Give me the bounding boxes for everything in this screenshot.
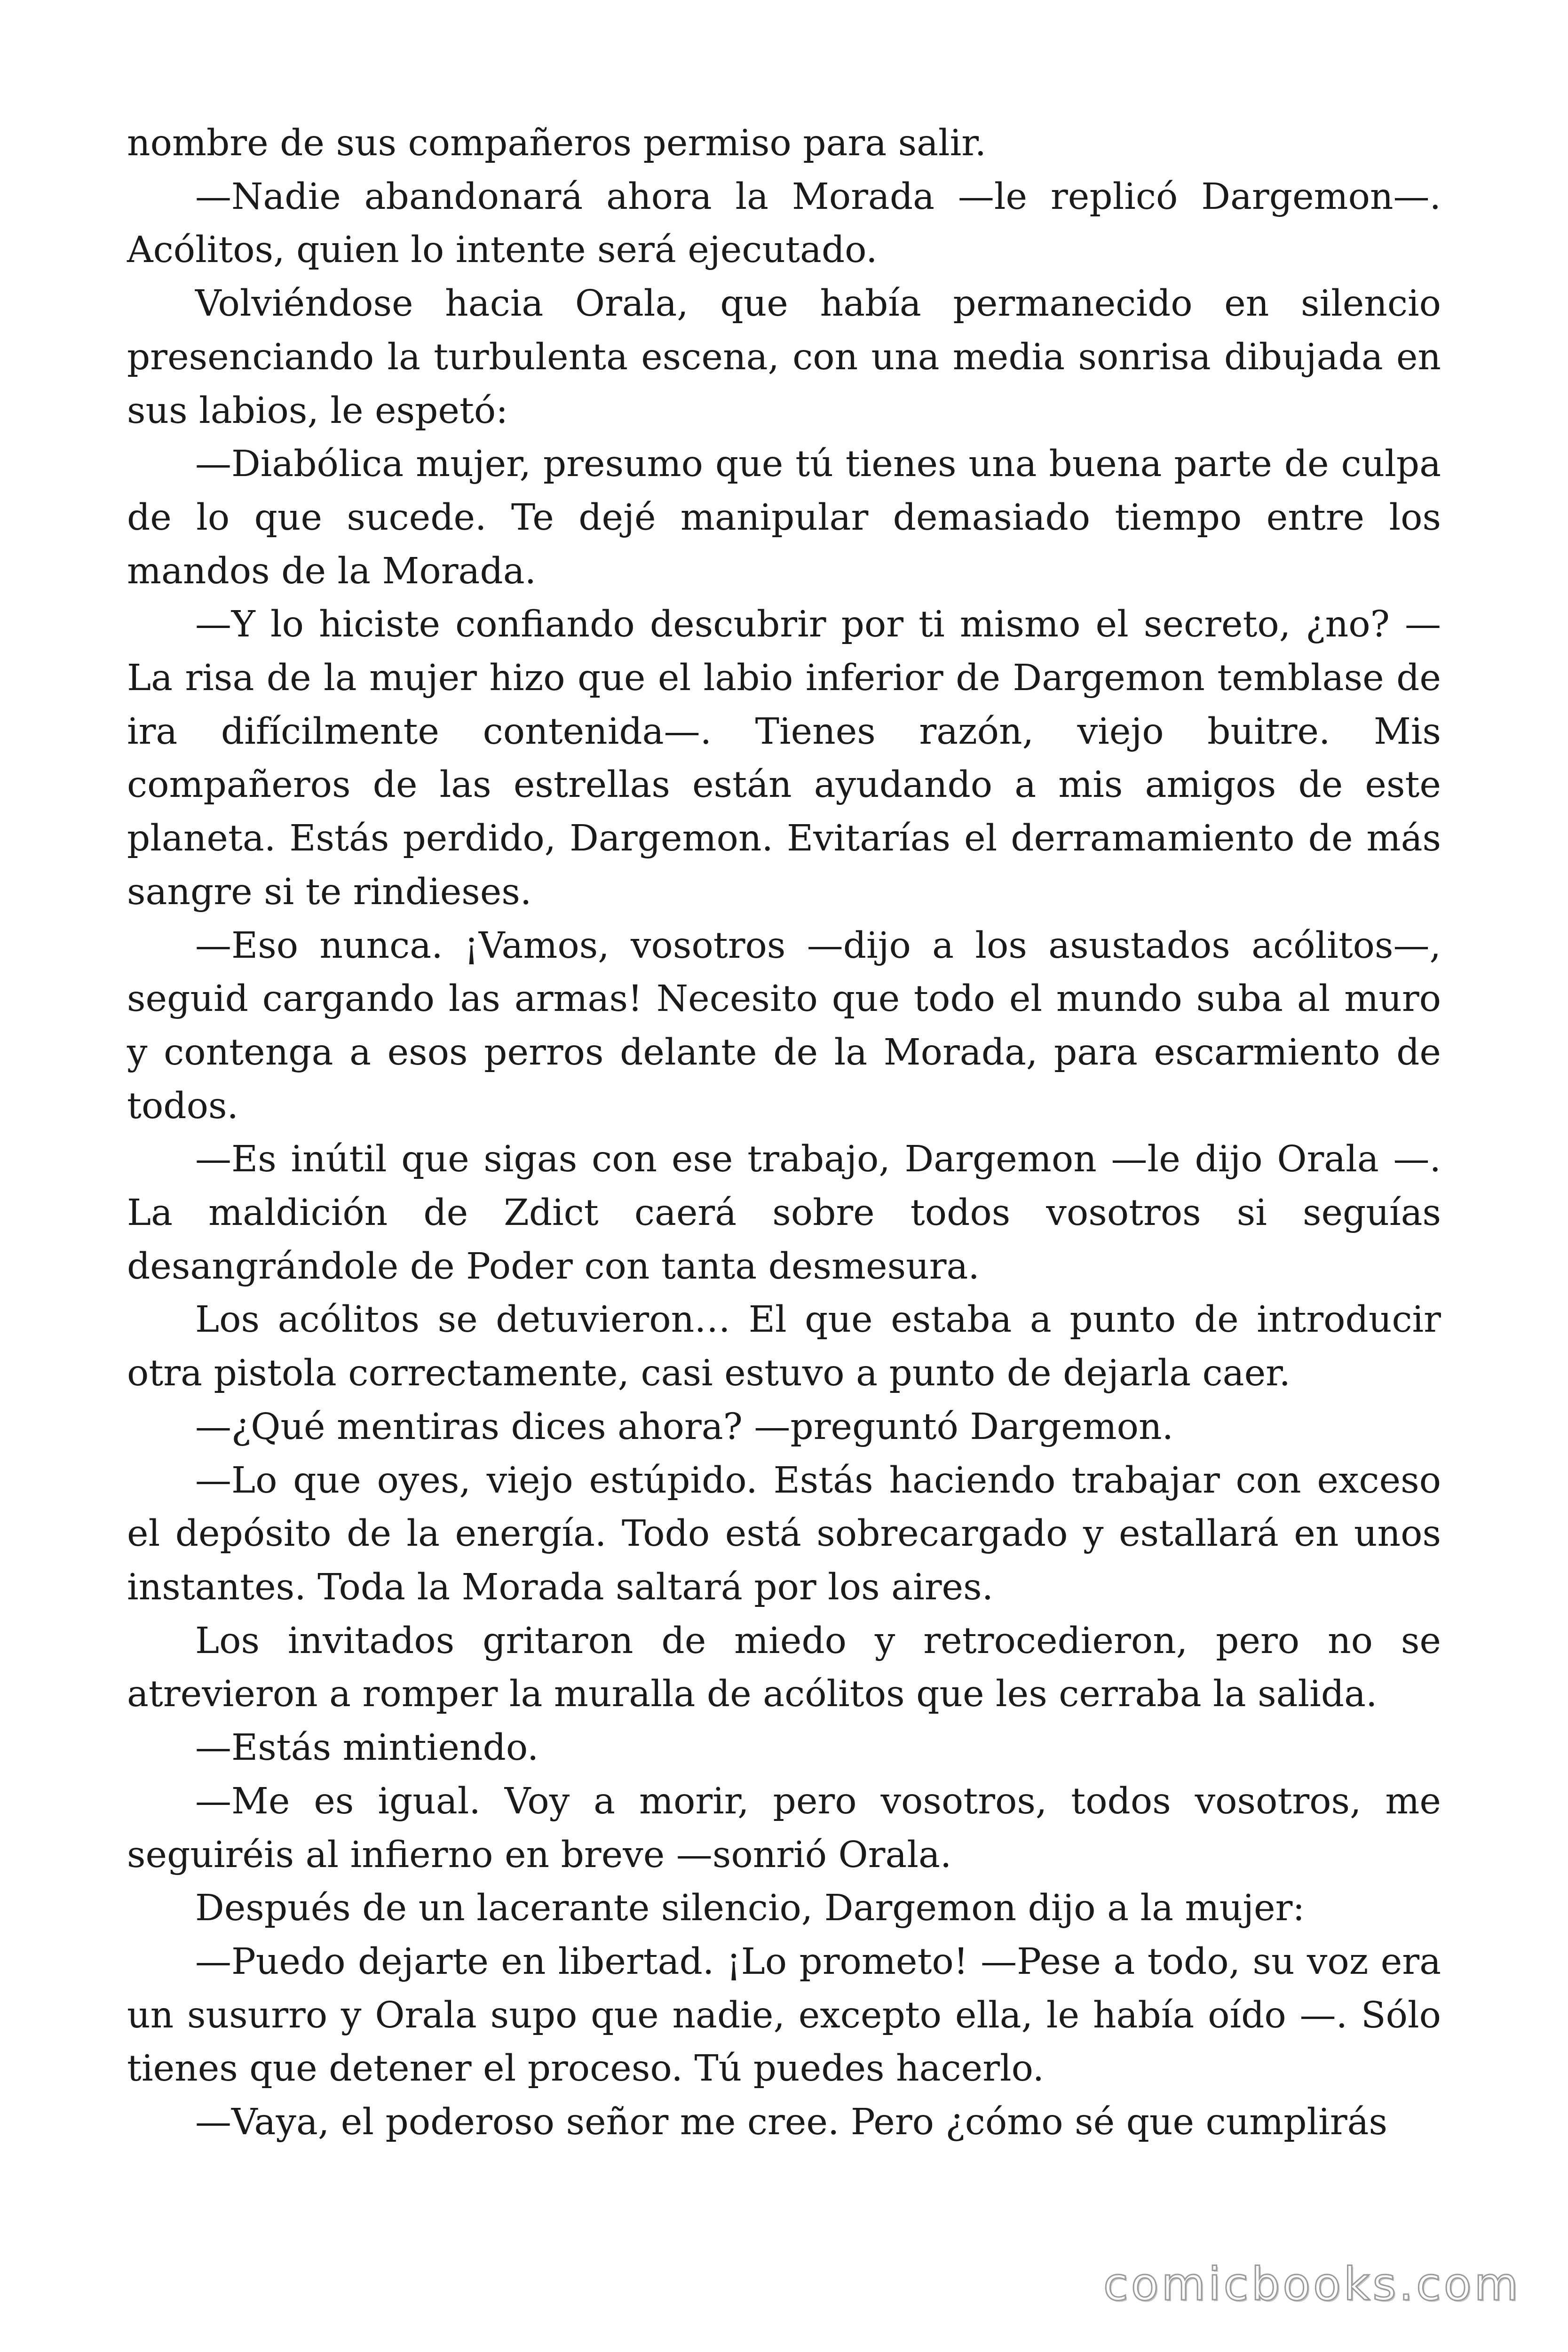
paragraph-3: Volviéndose hacia Orala, que había permanecido en silencio presenciando la turbulenta escena, con una media sonrisa dibujada en sus labios, le espetó: [127, 283, 1441, 432]
paragraph-12: —Estás mintiendo. [195, 1727, 539, 1769]
paragraph-11: Los invitados gritaron de miedo y retrocedieron, pero no se atrevieron a romper la muralla de acólitos que les cerraba la salida. [127, 1620, 1441, 1716]
page-text [127, 117, 1441, 2149]
paragraph-13: —Me es igual. Voy a morir, pero vosotros, todos vosotros, me seguiréis al infierno en breve —sonrió Orala. [127, 1780, 1441, 1876]
paragraph-16: —Vaya, el poderoso señor me cree. Pero ¿cómo sé que cumplirás [195, 2101, 1388, 2144]
paragraph-5: —Y lo hiciste confiando descubrir por ti mismo el secreto, ¿no? —La risa de la mujer hizo que el labio inferior de Dargemon temblase de ira difícilmente contenida—. Tienes razón, viejo buitre. Mis compañeros de las estrellas están ayudando a mis amigos de este planeta. Estás perdido, Dargemon. Evitarías el derramamiento de más sangre si te rindieses. [127, 604, 1441, 913]
paragraph-2: —Nadie abandonará ahora la Morada —le replicó Dargemon—. Acólitos, quien lo intente será ejecutado. [127, 175, 1441, 271]
paragraph-15: —Puedo dejarte en libertad. ¡Lo prometo! —Pese a todo, su voz era un susurro y Orala supo que nadie, excepto ella, le había oído —. Sólo tienes que detener el proceso. Tú puedes hacerlo. [127, 1940, 1441, 2090]
watermark: comicbooks.com [1103, 2258, 1521, 2311]
paragraph-8: Los acólitos se detuvieron… El que estaba a punto de introducir otra pistola correctamente, casi estuvo a punto de dejarla caer. [127, 1299, 1441, 1395]
paragraph-1: nombre de sus compañeros permiso para salir. [127, 122, 987, 164]
paragraph-4: —Diabólica mujer, presumo que tú tienes una buena parte de culpa de lo que sucede. Te dejé manipular demasiado tiempo entre los mandos de la Morada. [127, 443, 1441, 592]
paragraph-14: Después de un lacerante silencio, Dargemon dijo a la mujer: [195, 1887, 1305, 1930]
paragraph-10: —Lo que oyes, viejo estúpido. Estás haciendo trabajar con exceso el depósito de la energía. Todo está sobrecargado y estallará en unos instantes. Toda la Morada saltará por los aires. [127, 1459, 1441, 1608]
paragraph-9: —¿Qué mentiras dices ahora? —preguntó Dargemon. [195, 1406, 1174, 1448]
paragraph-6: —Eso nunca. ¡Vamos, vosotros —dijo a los asustados acólitos—, seguid cargando las armas! Necesito que todo el mundo suba al muro y contenga a esos perros delante de la Morada, para escarmiento de todos. [127, 924, 1441, 1127]
paragraph-7: —Es inútil que sigas con ese trabajo, Dargemon —le dijo Orala —. La maldición de Zdict caerá sobre todos vosotros si seguías desangrándole de Poder con tanta desmesura. [127, 1138, 1441, 1287]
